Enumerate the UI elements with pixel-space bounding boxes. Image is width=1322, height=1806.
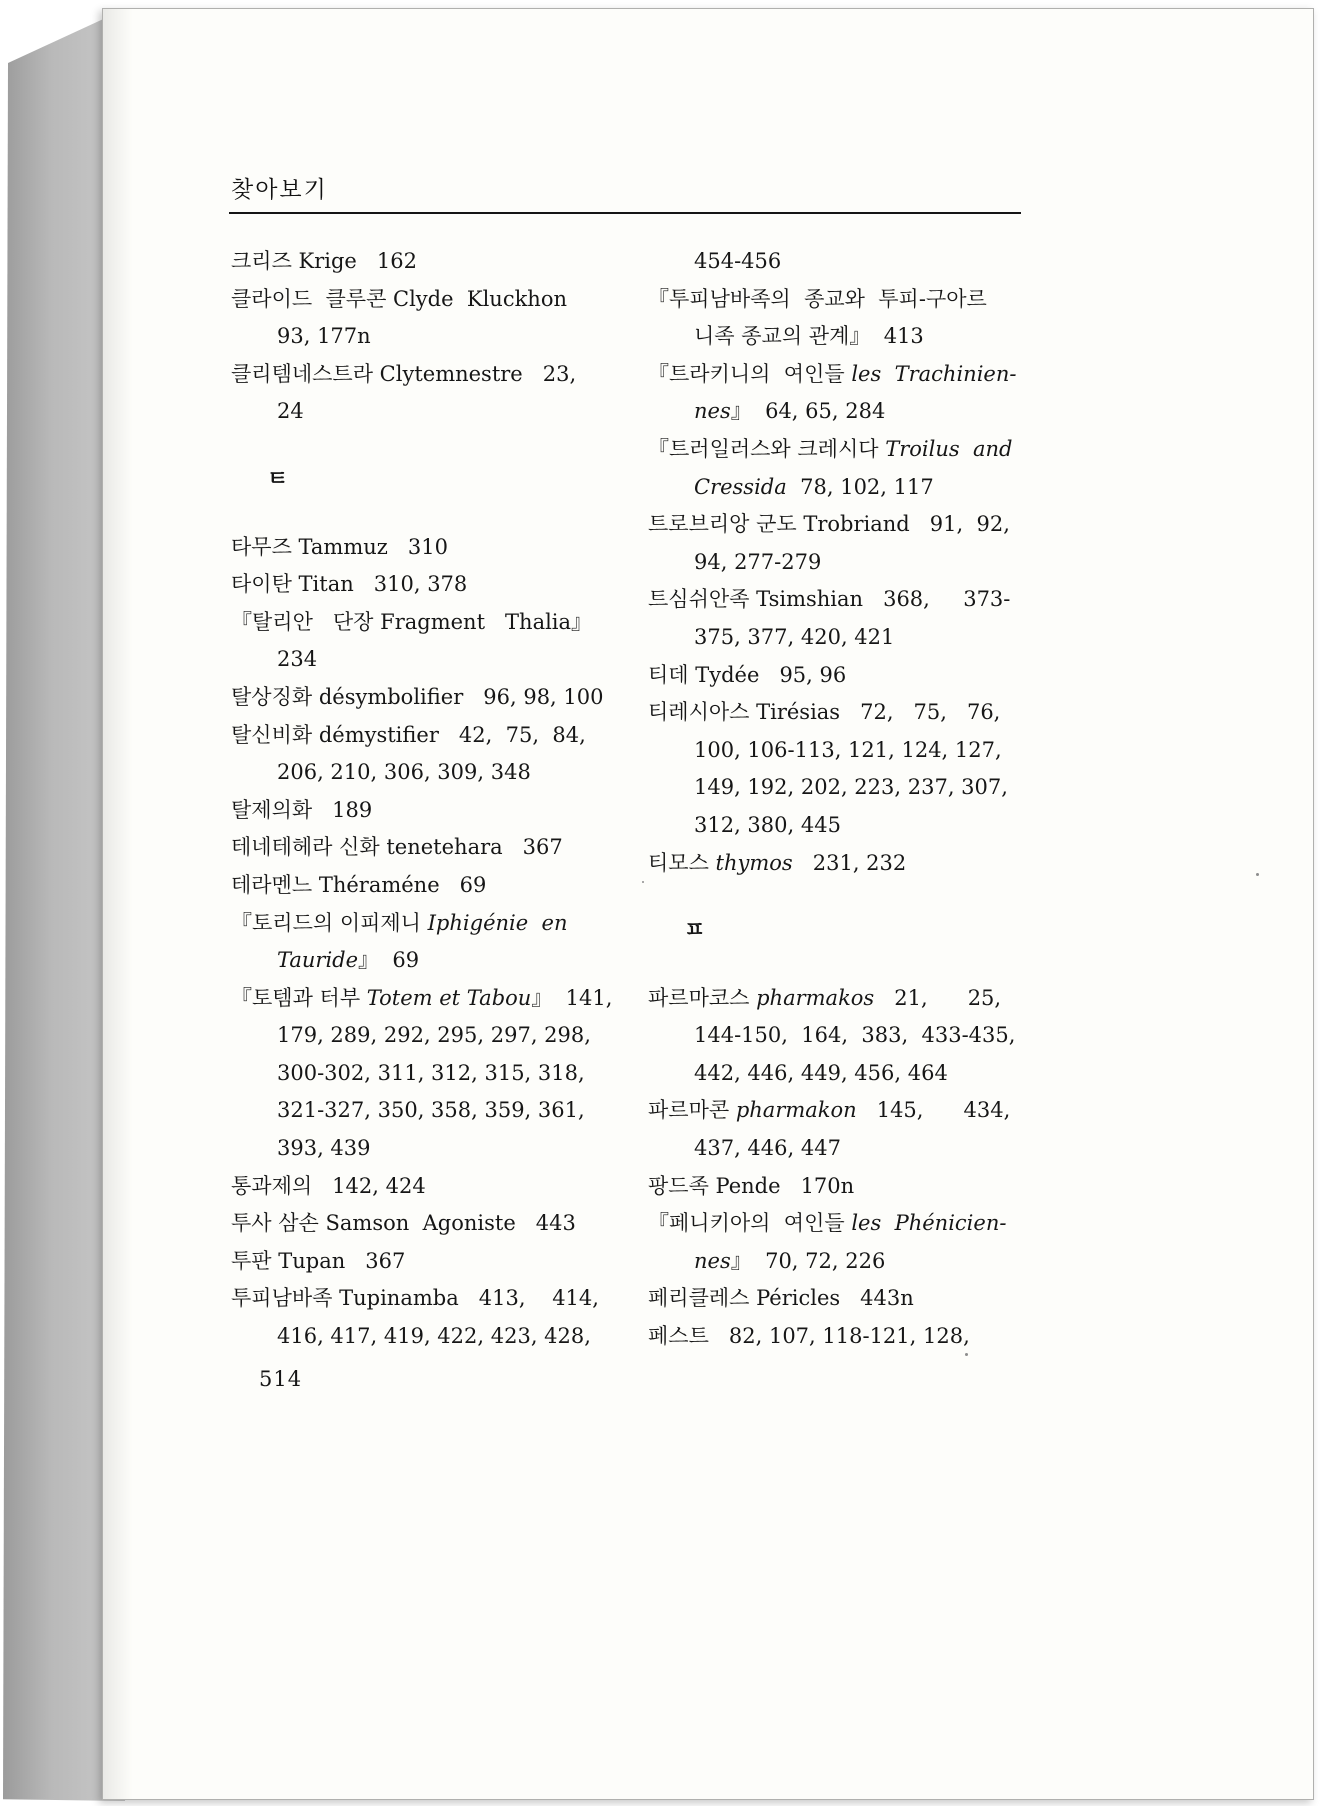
entry-line (648, 469, 1063, 507)
entry-text: 149, 192, 202, 223, 237, 307, (694, 775, 1008, 800)
index-entry (648, 657, 1063, 695)
entry-text: 94, 277-279 (694, 549, 822, 574)
index-entry (231, 905, 646, 980)
entry-text: 트심쉬안족 Tsimshian 368, 373- (648, 587, 1011, 612)
index-entry (648, 431, 1063, 506)
entry-text: Totem et Tabou (366, 985, 532, 1010)
entry-line (231, 1092, 646, 1130)
index-entry (231, 243, 646, 281)
entry-line (648, 769, 1063, 807)
entry-text: 『페니키아의 여인들 (648, 1211, 852, 1236)
index-entry (231, 1243, 646, 1281)
entry-line (231, 980, 646, 1018)
entry-line (648, 732, 1063, 770)
entry-text: les Phénicien- (851, 1211, 1007, 1236)
entry-line (231, 1130, 646, 1168)
entry-line (648, 694, 1063, 732)
index-column-right (648, 243, 1063, 1356)
entry-text: Troilus and (885, 436, 1013, 461)
entry-text: 375, 377, 420, 421 (694, 624, 895, 649)
entry-text: 테라멘느 Théraméne 69 (231, 872, 487, 897)
entry-line (648, 657, 1063, 695)
index-entry (648, 581, 1063, 656)
entry-text: 21, 25, (874, 985, 1002, 1010)
index-entry (231, 1205, 646, 1243)
entry-text: 』 64, 65, 284 (730, 399, 886, 424)
index-entry (648, 694, 1063, 844)
page-number: 514 (259, 1367, 303, 1391)
entry-text: 312, 380, 445 (694, 812, 841, 837)
index-column-left (231, 243, 646, 1356)
section-letter: ㅍ (684, 917, 706, 944)
entry-text: Iphigénie en (427, 910, 568, 935)
entry-text: 321-327, 350, 358, 359, 361, (277, 1098, 585, 1123)
entry-text: 트로브리앙 군도 Trobriand 91, 92, (648, 512, 1010, 537)
entry-line (648, 1318, 1063, 1356)
index-entry (648, 980, 1063, 1093)
entry-line (648, 845, 1063, 883)
page-header-title: 찾아보기 (231, 177, 328, 203)
entry-text: 206, 210, 306, 309, 348 (277, 760, 531, 785)
entry-line (648, 1168, 1063, 1206)
entry-line (648, 1092, 1063, 1130)
entry-line (648, 318, 1063, 356)
entry-text: pharmakon (735, 1098, 857, 1123)
index-entry (648, 1318, 1063, 1356)
index-entry (648, 243, 1063, 281)
entry-line (231, 905, 646, 943)
entry-text: 442, 446, 449, 456, 464 (694, 1060, 948, 1085)
index-entry (231, 829, 646, 867)
entry-text: 페스트 82, 107, 118-121, 128, (648, 1324, 970, 1349)
entry-line (231, 318, 646, 356)
index-entry (231, 980, 646, 1168)
entry-text: 『트라키니의 여인들 (648, 361, 852, 386)
entry-text: 크리즈 Krige 162 (231, 249, 417, 273)
entry-text: 티데 Tydée 95, 96 (648, 662, 847, 687)
entry-text: 』 141, (531, 985, 613, 1010)
index-entry (231, 1280, 646, 1355)
entry-line (648, 506, 1063, 544)
scan-speck (1256, 873, 1259, 876)
entry-text: 니족 종교의 관계』 413 (694, 324, 924, 349)
entry-line (231, 356, 646, 394)
entry-text: Cressida (694, 474, 787, 499)
entry-line (231, 1055, 646, 1093)
entry-text: 클리템네스트라 Clytemnestre 23, (231, 361, 577, 386)
header-rule (229, 212, 1021, 214)
index-entry (231, 604, 646, 679)
entry-line (648, 281, 1063, 319)
entry-line (231, 829, 646, 867)
index-entry (231, 717, 646, 792)
entry-text: 클라이드 클루콘 Clyde Kluckhon (231, 286, 568, 311)
entry-text: 437, 446, 447 (694, 1136, 841, 1161)
book-page (102, 8, 1314, 1800)
index-entry (231, 792, 646, 830)
entry-line (648, 980, 1063, 1018)
index-entry (648, 1280, 1063, 1318)
entry-line (648, 807, 1063, 845)
entry-text: 『탈리안 단장 Fragment Thalia』 (231, 609, 593, 634)
entry-text: 투판 Tupan 367 (231, 1248, 406, 1273)
entry-line (231, 566, 646, 604)
entry-line (231, 1168, 646, 1206)
section-letter: ㅌ (267, 465, 289, 492)
entry-text: 144-150, 164, 383, 433-435, (694, 1023, 1016, 1048)
entry-line (231, 754, 646, 792)
entry-text: 93, 177n (277, 324, 371, 349)
entry-line (231, 281, 646, 319)
entry-line (231, 529, 646, 567)
entry-text: 탈상징화 désymbolifier 96, 98, 100 (231, 684, 604, 709)
entry-text: nes (694, 399, 731, 424)
entry-text: 78, 102, 117 (786, 474, 934, 499)
entry-text: 』 69 (358, 948, 420, 973)
entry-line (648, 243, 1063, 281)
entry-text: 투사 삼손 Samson Agoniste 443 (231, 1211, 576, 1236)
entry-line (648, 544, 1063, 582)
scan-speck (965, 1353, 968, 1356)
entry-line (648, 393, 1063, 431)
entry-line (648, 1243, 1063, 1281)
entry-line (648, 1055, 1063, 1093)
entry-text: 타무즈 Tammuz 310 (231, 534, 448, 559)
entry-text: 100, 106-113, 121, 124, 127, (694, 737, 1002, 762)
index-entry (231, 566, 646, 604)
entry-text: 『토템과 터부 (231, 985, 367, 1010)
entry-text: thymos (715, 850, 793, 875)
index-entry (648, 1092, 1063, 1167)
entry-text: 파르마콘 (648, 1098, 736, 1123)
index-entry (231, 356, 646, 431)
entry-line (231, 1243, 646, 1281)
entry-line (231, 604, 646, 642)
entry-text: pharmakos (756, 985, 875, 1010)
entry-line (231, 243, 646, 281)
entry-text: 테네테헤라 신화 tenetehara 367 (231, 835, 563, 860)
entry-text: 『트러일러스와 크레시다 (648, 436, 886, 461)
entry-text: les Trachinien- (851, 361, 1017, 386)
entry-line (231, 679, 646, 717)
entry-line (648, 1280, 1063, 1318)
entry-text: 454-456 (694, 249, 782, 273)
index-entry (648, 845, 1063, 883)
entry-text: 24 (277, 399, 304, 424)
index-entry (231, 679, 646, 717)
entry-line (231, 717, 646, 755)
entry-text: 179, 289, 292, 295, 297, 298, (277, 1023, 591, 1048)
entry-text: 145, 434, (856, 1098, 1011, 1123)
index-entry (648, 1168, 1063, 1206)
entry-line (231, 792, 646, 830)
index-entry (231, 867, 646, 905)
entry-line (648, 431, 1063, 469)
entry-text: Tauride (277, 948, 359, 973)
entry-line (648, 1205, 1063, 1243)
index-entry (231, 281, 646, 356)
entry-text: 투피남바족 Tupinamba 413, 414, (231, 1286, 599, 1311)
entry-line (231, 1318, 646, 1356)
index-entry (648, 1205, 1063, 1280)
entry-text: nes (694, 1248, 731, 1273)
index-entry (648, 506, 1063, 581)
entry-line (231, 1205, 646, 1243)
entry-line (231, 641, 646, 679)
entry-text: 『투피남바족의 종교와 투피-구아르 (648, 286, 987, 311)
entry-text: 파르마코스 (648, 985, 757, 1010)
entry-text: 티레시아스 Tirésias 72, 75, 76, (648, 700, 1001, 725)
entry-text: 타이탄 Titan 310, 378 (231, 572, 468, 597)
entry-text: 416, 417, 419, 422, 423, 428, (277, 1324, 591, 1349)
scan-speck (642, 881, 644, 883)
entry-line (231, 1017, 646, 1055)
entry-line (648, 619, 1063, 657)
entry-text: 페리클레스 Péricles 443n (648, 1286, 914, 1311)
index-entry (648, 281, 1063, 356)
entry-text: 탈신비화 démystifier 42, 75, 84, (231, 722, 586, 747)
entry-text: 』 70, 72, 226 (730, 1248, 886, 1273)
entry-line (648, 581, 1063, 619)
entry-text: 234 (277, 647, 318, 672)
entry-line (648, 356, 1063, 394)
index-entry (231, 1168, 646, 1206)
entry-text: 팡드족 Pende 170n (648, 1173, 855, 1198)
entry-text: 통과제의 142, 424 (231, 1173, 426, 1198)
index-entry (648, 356, 1063, 431)
entry-line (231, 1280, 646, 1318)
index-entry (231, 529, 646, 567)
entry-text: 300-302, 311, 312, 315, 318, (277, 1060, 585, 1085)
entry-line (648, 1130, 1063, 1168)
entry-line (648, 1017, 1063, 1055)
entry-text: 393, 439 (277, 1136, 371, 1161)
entry-text: 티모스 (648, 850, 716, 875)
entry-text: 『토리드의 이피제니 (231, 910, 428, 935)
entry-line (231, 942, 646, 980)
entry-line (231, 867, 646, 905)
entry-text: 231, 232 (792, 850, 907, 875)
entry-text: 탈제의화 189 (231, 797, 373, 822)
entry-line (231, 393, 646, 431)
